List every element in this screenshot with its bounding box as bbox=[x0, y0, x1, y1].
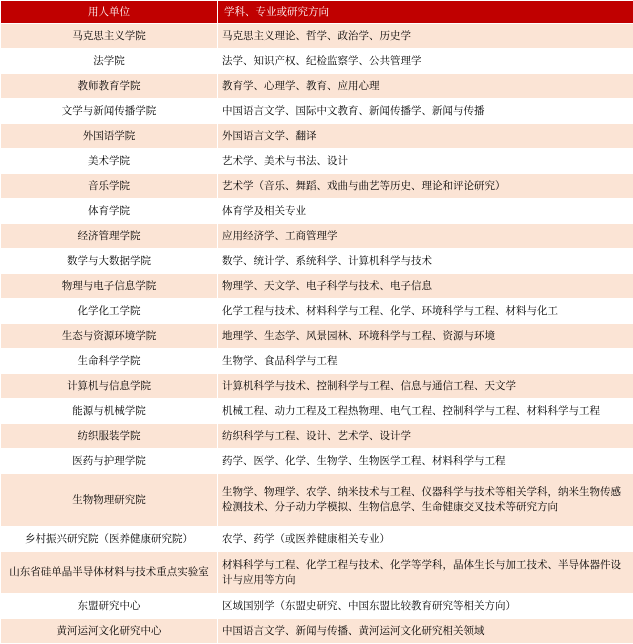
table-row bbox=[1, 552, 633, 594]
field-cell: 中国语言文学、新闻与传播、黄河运河文化研究相关领域 bbox=[218, 619, 633, 644]
unit-cell: 纺织服装学院 bbox=[1, 424, 218, 449]
unit-cell: 美术学院 bbox=[1, 149, 218, 174]
unit-cell: 东盟研究中心 bbox=[1, 594, 218, 619]
table-row bbox=[1, 594, 633, 619]
field-cell: 物理学、天文学、电子科学与技术、电子信息 bbox=[218, 274, 633, 299]
table-header-row bbox=[1, 1, 633, 24]
field-cell: 生物学、食品科学与工程 bbox=[218, 349, 633, 374]
unit-cell: 教师教育学院 bbox=[1, 74, 218, 99]
table-row bbox=[1, 74, 633, 99]
field-cell: 教育学、心理学、教育、应用心理 bbox=[218, 74, 633, 99]
table-body bbox=[1, 24, 633, 644]
unit-cell: 生态与资源环境学院 bbox=[1, 324, 218, 349]
unit-cell: 医药与护理学院 bbox=[1, 449, 218, 474]
field-cell: 中国语言文学、国际中文教育、新闻传播学、新闻与传播 bbox=[218, 99, 633, 124]
table-row bbox=[1, 249, 633, 274]
table-row bbox=[1, 224, 633, 249]
field-cell: 法学、知识产权、纪检监察学、公共管理学 bbox=[218, 49, 633, 74]
field-cell: 外国语言文学、翻译 bbox=[218, 124, 633, 149]
field-cell: 区域国别学（东盟史研究、中国东盟比较教育研究等相关方向） bbox=[218, 594, 633, 619]
table-row bbox=[1, 174, 633, 199]
unit-cell: 黄河运河文化研究中心 bbox=[1, 619, 218, 644]
unit-cell: 山东省硅单晶半导体材料与技术重点实验室 bbox=[1, 552, 218, 594]
unit-cell: 经济管理学院 bbox=[1, 224, 218, 249]
field-cell: 艺术学、美术与书法、设计 bbox=[218, 149, 633, 174]
table-row bbox=[1, 619, 633, 644]
table-row bbox=[1, 399, 633, 424]
field-cell: 纺织科学与工程、设计、艺术学、设计学 bbox=[218, 424, 633, 449]
table-row bbox=[1, 49, 633, 74]
field-cell: 艺术学（音乐、舞蹈、戏曲与曲艺等历史、理论和评论研究） bbox=[218, 174, 633, 199]
field-cell: 材料科学与工程、化学工程与技术、化学等学科，晶体生长与加工技术、半导体器件设计与应用等方向 bbox=[218, 552, 633, 594]
table-row bbox=[1, 99, 633, 124]
header-unit: 用人单位 bbox=[1, 1, 218, 24]
unit-cell: 音乐学院 bbox=[1, 174, 218, 199]
unit-cell: 物理与电子信息学院 bbox=[1, 274, 218, 299]
field-cell: 计算机科学与技术、控制科学与工程、信息与通信工程、天文学 bbox=[218, 374, 633, 399]
unit-cell: 外国语学院 bbox=[1, 124, 218, 149]
field-cell: 药学、医学、化学、生物学、生物医学工程、材料科学与工程 bbox=[218, 449, 633, 474]
field-cell: 地理学、生态学、风景园林、环境科学与工程、资源与环境 bbox=[218, 324, 633, 349]
unit-cell: 乡村振兴研究院（医养健康研究院） bbox=[1, 527, 218, 552]
field-cell: 机械工程、动力工程及工程热物理、电气工程、控制科学与工程、材料科学与工程 bbox=[218, 399, 633, 424]
unit-cell: 生命科学学院 bbox=[1, 349, 218, 374]
field-cell: 应用经济学、工商管理学 bbox=[218, 224, 633, 249]
unit-cell: 体育学院 bbox=[1, 199, 218, 224]
table-row bbox=[1, 149, 633, 174]
table-row bbox=[1, 349, 633, 374]
unit-cell: 马克思主义学院 bbox=[1, 24, 218, 49]
field-cell: 数学、统计学、系统科学、计算机科学与技术 bbox=[218, 249, 633, 274]
field-cell: 马克思主义理论、哲学、政治学、历史学 bbox=[218, 24, 633, 49]
table-row bbox=[1, 324, 633, 349]
unit-cell: 法学院 bbox=[1, 49, 218, 74]
table-row bbox=[1, 24, 633, 49]
unit-cell: 数学与大数据学院 bbox=[1, 249, 218, 274]
unit-cell: 化学化工学院 bbox=[1, 299, 218, 324]
unit-cell: 计算机与信息学院 bbox=[1, 374, 218, 399]
table-row bbox=[1, 299, 633, 324]
field-cell: 体育学及相关专业 bbox=[218, 199, 633, 224]
table-row bbox=[1, 527, 633, 552]
table-row bbox=[1, 199, 633, 224]
header-field: 学科、专业或研究方向 bbox=[218, 1, 633, 24]
unit-cell: 文学与新闻传播学院 bbox=[1, 99, 218, 124]
table-row bbox=[1, 274, 633, 299]
unit-cell: 生物物理研究院 bbox=[1, 474, 218, 527]
table-row bbox=[1, 124, 633, 149]
table-row bbox=[1, 374, 633, 399]
field-cell: 化学工程与技术、材料科学与工程、化学、环境科学与工程、材料与化工 bbox=[218, 299, 633, 324]
field-cell: 农学、药学（或医养健康相关专业） bbox=[218, 527, 633, 552]
unit-cell: 能源与机械学院 bbox=[1, 399, 218, 424]
table-row bbox=[1, 474, 633, 527]
table-row bbox=[1, 449, 633, 474]
field-cell: 生物学、物理学、农学、纳米技术与工程、仪器科学与技术等相关学科，纳米生物传感检测技术、分子动力学模拟、生物信息学、生命健康交叉技术等研究方向 bbox=[218, 474, 633, 527]
table-row bbox=[1, 424, 633, 449]
